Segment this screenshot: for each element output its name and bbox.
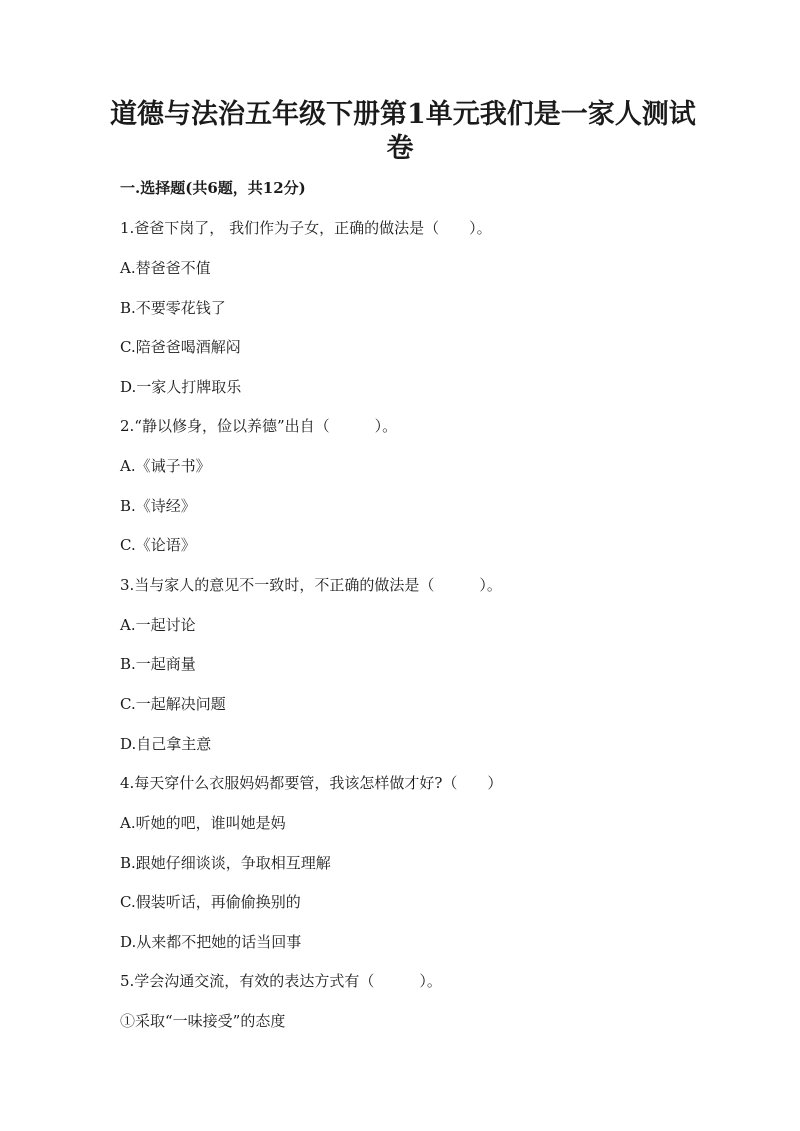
question-1-option-c: C.陪爸爸喝酒解闷 bbox=[120, 338, 241, 356]
question-4-option-a: A.听她的吧，谁叫她是妈 bbox=[120, 814, 286, 832]
question-3-option-b: B.一起商量 bbox=[120, 655, 196, 673]
question-4-stem: 4.每天穿什么衣服妈妈都要管，我该怎样做才好?（ ） bbox=[120, 774, 503, 792]
question-1-option-d: D.一家人打牌取乐 bbox=[120, 378, 242, 396]
document-title-line-1: 道德与法治五年级下册第1单元我们是一家人测试 bbox=[110, 99, 696, 130]
question-1-option-a: A.替爸爸不值 bbox=[120, 259, 211, 277]
question-2-stem: 2.“静以修身，俭以养德”出自（ ）。 bbox=[120, 417, 398, 435]
question-2-option-c: C.《论语》 bbox=[120, 536, 196, 554]
question-4-option-b: B.跟她仔细谈谈，争取相互理解 bbox=[120, 854, 331, 872]
question-3-option-c: C.一起解决问题 bbox=[120, 695, 226, 713]
section-heading: 一.选择题(共6题，共12分) bbox=[120, 179, 306, 197]
question-4-option-d: D.从来都不把她的话当回事 bbox=[120, 933, 302, 951]
question-3-stem: 3.当与家人的意见不一致时，不正确的做法是（ ）。 bbox=[120, 576, 502, 594]
question-5-stem: 5.学会沟通交流，有效的表达方式有（ ）。 bbox=[120, 972, 442, 990]
question-3-option-a: A.一起讨论 bbox=[120, 616, 196, 634]
question-1-option-b: B.不要零花钱了 bbox=[120, 299, 226, 317]
document-title-line-2: 卷 bbox=[386, 133, 414, 164]
question-1-stem: 1.爸爸下岗了， 我们作为子女，正确的做法是（ ）。 bbox=[120, 219, 492, 237]
question-2-option-a: A.《诫子书》 bbox=[120, 457, 211, 475]
question-5-option-1: ①采取“一味接受”的态度 bbox=[120, 1012, 286, 1030]
question-2-option-b: B.《诗经》 bbox=[120, 497, 196, 515]
question-3-option-d: D.自己拿主意 bbox=[120, 735, 212, 753]
question-4-option-c: C.假装听话，再偷偷换别的 bbox=[120, 893, 301, 911]
